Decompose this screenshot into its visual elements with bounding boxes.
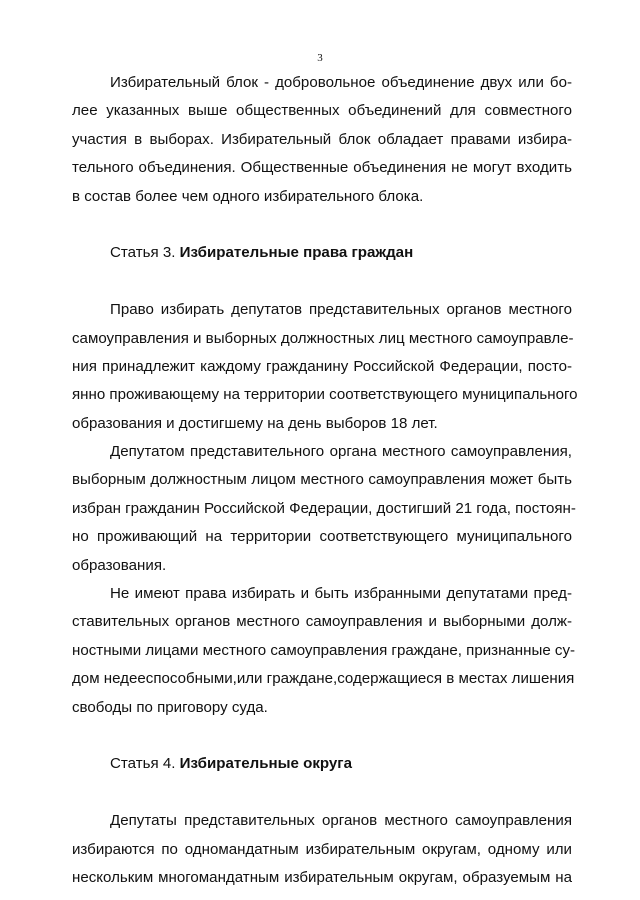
text-line: свободы по приговору суда. bbox=[72, 698, 268, 716]
article-4-title: Избирательные округа bbox=[179, 755, 352, 773]
article-3-paragraph-2 bbox=[72, 438, 576, 580]
text-line: Избирательный блок - добровольное объединение двух или бо- bbox=[110, 74, 572, 91]
text-line: избран гражданин Российской Федерации, достигший 21 года, постоян- bbox=[72, 499, 576, 517]
text-line: но проживающий на территории соответствующего муниципального bbox=[72, 528, 572, 546]
text-line: тельного объединения. Общественные объединения не могут входить bbox=[72, 159, 572, 177]
text-line: Депутаты представительных органов местного самоуправления bbox=[110, 812, 572, 830]
article-3-paragraph-3 bbox=[72, 580, 576, 722]
article-4-heading bbox=[72, 750, 572, 778]
document-body bbox=[72, 69, 578, 892]
page-number: 3 bbox=[317, 52, 323, 64]
text-line: ностными лицами местного самоуправления граждане, признанные су- bbox=[72, 641, 576, 659]
text-line: образования и достигшему на день выборов 18 лет. bbox=[72, 414, 438, 432]
text-line: самоуправления и выборных должностных лиц местного самоуправле- bbox=[72, 329, 574, 347]
text-line: участия в выборах. Избирательный блок обладает правами избира- bbox=[72, 130, 572, 148]
text-line: Не имеют права избирать и быть избранными депутатами пред- bbox=[110, 585, 572, 603]
text-line: образования. bbox=[72, 556, 167, 574]
text-line: ставительных органов местного самоуправления и выборными долж- bbox=[72, 613, 572, 631]
text-line: Депутатом представительного органа местного самоуправления, bbox=[110, 443, 572, 461]
article-3-prefix: Статья 3. bbox=[110, 244, 176, 262]
article-3-heading bbox=[72, 239, 572, 267]
text-line: в состав более чем одного избирательного блока. bbox=[72, 187, 424, 205]
text-line: выборным должностным лицом местного самоуправления может быть bbox=[72, 471, 572, 489]
text-line: лее указанных выше общественных объединений для совместного bbox=[72, 102, 572, 120]
text-line: янно проживающему на территории соответствующего муниципального bbox=[72, 386, 578, 404]
article-3-title: Избирательные права граждан bbox=[179, 244, 414, 262]
article-4-paragraph-1 bbox=[72, 807, 572, 892]
article-4-prefix: Статья 4. bbox=[110, 755, 176, 773]
paragraph-electoral-bloc bbox=[72, 69, 572, 211]
text-line: Право избирать депутатов представительных органов местного bbox=[110, 301, 572, 319]
text-line: ния принадлежит каждому гражданину Российской Федерации, посто- bbox=[72, 357, 572, 375]
text-line: нескольким многомандатным избирательным округам, образуемым на bbox=[72, 868, 572, 886]
text-line: дом недееспособными,или граждане,содержащиеся в местах лишения bbox=[72, 670, 575, 688]
article-3-paragraph-1 bbox=[72, 296, 578, 438]
text-line: избираются по одномандатным избирательным округам, одному или bbox=[72, 840, 572, 858]
